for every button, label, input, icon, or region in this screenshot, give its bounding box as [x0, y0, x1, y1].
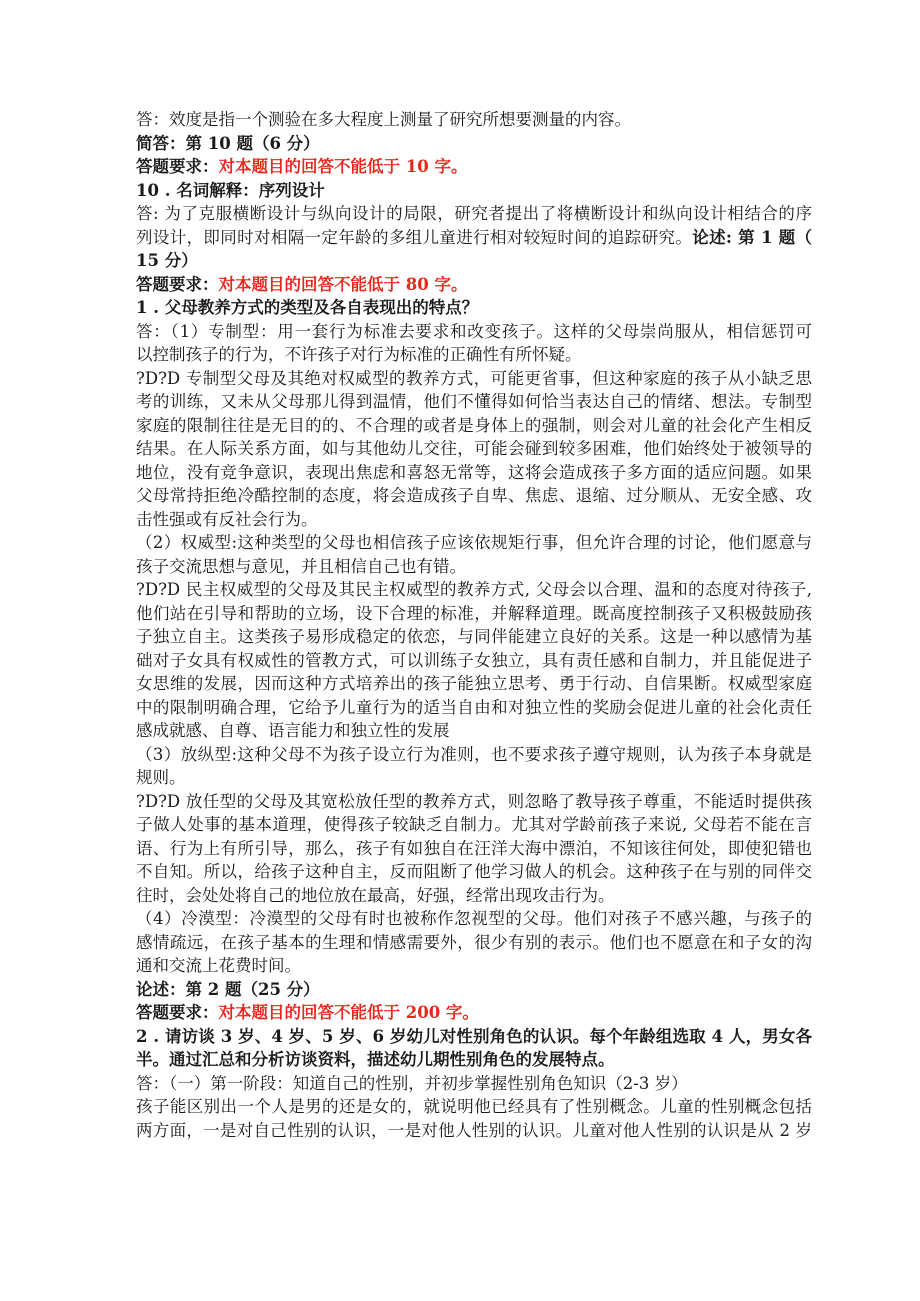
body-text: 孩子能区别出一个人是男的还是女的，就说明他已经具有了性别概念。儿童的性别概念包括	[136, 1097, 812, 1116]
heading-text: 10 . 名词解释：序列设计	[136, 180, 325, 200]
text-line	[136, 954, 812, 978]
body-text: 地位，没有竞争意识，表现出焦虑和喜怒无常等，这将会造成孩子多方面的适应问题。如果	[136, 462, 812, 482]
body-text: 两方面，一是对自己性别的认识，一是对他人性别的认识。儿童对他人性别的认识是从 2 岁	[136, 1120, 812, 1140]
text-line	[136, 1048, 812, 1072]
text-line	[136, 625, 812, 649]
text-line	[136, 860, 812, 884]
text-line	[136, 273, 812, 297]
body-text: 规则。	[136, 768, 186, 787]
text-line	[136, 1095, 812, 1119]
text-line	[136, 155, 812, 179]
text-line	[136, 414, 812, 438]
text-line	[136, 132, 812, 156]
text-line	[136, 461, 812, 485]
text-line	[136, 367, 812, 391]
heading-text: 论述: 第 1 题（	[692, 227, 812, 247]
body-text: 父母常持拒绝冷酷控制的态度，将会造成孩子自卑、焦虑、退缩、过分顺从、无安全感、攻	[136, 486, 812, 505]
text-line	[136, 437, 812, 461]
text-line	[136, 249, 812, 273]
text-line	[136, 931, 812, 955]
body-text: 子做人处事的基本道理，使得孩子较缺乏自制力。尤其对学龄前孩子来说, 父母若不能在言	[136, 815, 812, 834]
heading-text: 1 . 父母教养方式的类型及各自表现出的特点？	[136, 298, 479, 317]
body-text: 击性强或有反社会行为。	[136, 509, 318, 529]
text-line	[136, 719, 812, 743]
heading-text: 答题要求：	[136, 157, 219, 176]
body-text: 通和交流上花费时间。	[136, 956, 301, 975]
text-line	[136, 766, 812, 790]
body-text: 中的限制明确合理，它给予儿童行为的适当自由和对独立性的奖励会促进儿童的社会化责任	[136, 697, 812, 717]
text-line	[136, 790, 812, 814]
text-line	[136, 226, 812, 250]
body-text: 语、行为上有所引导，那么，孩子有如独自在汪洋大海中漂泊，不知该往何处，即使犯错也	[136, 838, 812, 858]
body-text: 答：（1）专制型：用一套行为标准去要求和改变孩子。这样的父母崇尚服从，相信惩罚可	[136, 321, 812, 341]
heading-text: 论述：第 2 题（25 分）	[136, 979, 320, 999]
text-line	[136, 320, 812, 344]
text-line	[136, 343, 812, 367]
requirement-text: 对本题目的回答不能低于 80 字。	[218, 274, 468, 294]
body-text: 答：效度是指一个测验在多大程度上测量了研究所想要测量的内容。	[136, 110, 631, 129]
text-line	[136, 508, 812, 532]
body-text: 答：（一）第一阶段：知道自己的性别，并初步掌握性别角色知识（2-3 岁）	[136, 1073, 688, 1093]
text-line	[136, 884, 812, 908]
body-text: 往时，会处处将自己的地位放在最高，好强，经常出现攻击行为。	[136, 885, 615, 905]
body-text: 孩子交流思想与意见，并且相信自己也有错。	[136, 556, 466, 576]
text-line	[136, 390, 812, 414]
text-line	[136, 649, 812, 673]
text-line	[136, 578, 812, 602]
text-line	[136, 108, 812, 132]
body-text: （2）权威型:这种类型的父母也相信孩子应该依规矩行事，但允许合理的讨论，他们愿意与	[136, 533, 812, 552]
body-text: 不自知。所以，给孩子这种自主，反而阻断了他学习做人的机会。这种孩子在与别的同伴交	[136, 862, 812, 881]
text-line	[136, 602, 812, 626]
heading-text: 简答：第 10 题（6 分）	[136, 133, 320, 153]
body-text: ?D?D 民主权威型的父母及其民主权威型的教养方式, 父母会以合理、温和的态度对待孩子,	[136, 580, 812, 599]
requirement-text: 对本题目的回答不能低于 10 字。	[218, 157, 468, 176]
body-text: 考的训练，又未从父母那儿得到温情，他们不懂得如何恰当表达自己的情绪、想法。专制型	[136, 392, 812, 411]
body-text: 结果。在人际关系方面，如与其他幼儿交往，可能会碰到较多困难，他们始终处于被领导的	[136, 439, 812, 458]
heading-text: 2 . 请访谈 3 岁、4 岁、5 岁、6 岁幼儿对性别角色的认识。每个年龄组选取 4 人，男女各	[136, 1026, 812, 1046]
text-line	[136, 813, 812, 837]
text-line	[136, 696, 812, 720]
heading-text: 半。通过汇总和分析访谈资料，描述幼儿期性别角色的发展特点。	[136, 1050, 615, 1069]
body-text: 子独立自主。这类孩子易形成稳定的依恋，与同伴能建立良好的关系。这是一种以感情为基	[136, 627, 812, 646]
body-text: （4）冷漠型：冷漠型的父母有时也被称作忽视型的父母。他们对孩子不感兴趣，与孩子的	[136, 909, 812, 928]
body-text: 答: 为了克服横断设计与纵向设计的局限，研究者提出了将横断设计和纵向设计相结合的序	[136, 204, 812, 223]
text-line	[136, 296, 812, 320]
heading-text: 答题要求：	[136, 1003, 219, 1022]
body-text: 女思维的发展，因而这种方式培养出的孩子能独立思考、勇于行动、自信果断。权威型家庭	[136, 674, 812, 693]
text-line	[136, 672, 812, 696]
text-line	[136, 743, 812, 767]
requirement-text: 对本题目的回答不能低于 200 字。	[218, 1003, 479, 1022]
heading-text: 答题要求：	[136, 274, 219, 294]
text-line	[136, 1072, 812, 1096]
text-line	[136, 555, 812, 579]
text-line	[136, 837, 812, 861]
text-line	[136, 1025, 812, 1049]
body-text: 础对子女具有权威性的管教方式，可以训练子女独立，具有责任感和自制力，并且能促进子	[136, 650, 812, 670]
text-line	[136, 531, 812, 555]
body-text: （3）放纵型:这种父母不为孩子设立行为准则，也不要求孩子遵守规则，认为孩子本身就是	[136, 744, 812, 764]
text-line	[136, 179, 812, 203]
document-body	[136, 108, 812, 1142]
text-line	[136, 1001, 812, 1025]
body-text: ?D?D 放任型的父母及其宽松放任型的教养方式，则忽略了教导孩子尊重，不能适时提供孩	[136, 791, 812, 811]
body-text: 家庭的限制往往是无目的的、不合理的或者是身体上的强制，则会对儿童的社会化产生相反	[136, 415, 812, 435]
body-text: 他们站在引导和帮助的立场，设下合理的标准，并解释道理。既高度控制孩子又积极鼓励孩	[136, 603, 812, 623]
body-text: 以控制孩子的行为，不许孩子对行为标准的正确性有所怀疑。	[136, 345, 582, 364]
body-text: 感成就感、自尊、语言能力和独立性的发展	[136, 721, 450, 740]
body-text: 感情疏远，在孩子基本的生理和情感需要外，很少有别的表示。他们也不愿意在和子女的沟	[136, 932, 812, 952]
body-text: 列设计，即同时对相隔一定年龄的多组儿童进行相对较短时间的追踪研究。	[136, 227, 693, 247]
body-text: ?D?D 专制型父母及其绝对权威型的教养方式，可能更省事，但这种家庭的孩子从小缺乏思	[136, 368, 812, 388]
heading-text: 15 分）	[136, 251, 198, 270]
text-line	[136, 202, 812, 226]
text-line	[136, 978, 812, 1002]
text-line	[136, 484, 812, 508]
text-line	[136, 907, 812, 931]
text-line	[136, 1119, 812, 1143]
